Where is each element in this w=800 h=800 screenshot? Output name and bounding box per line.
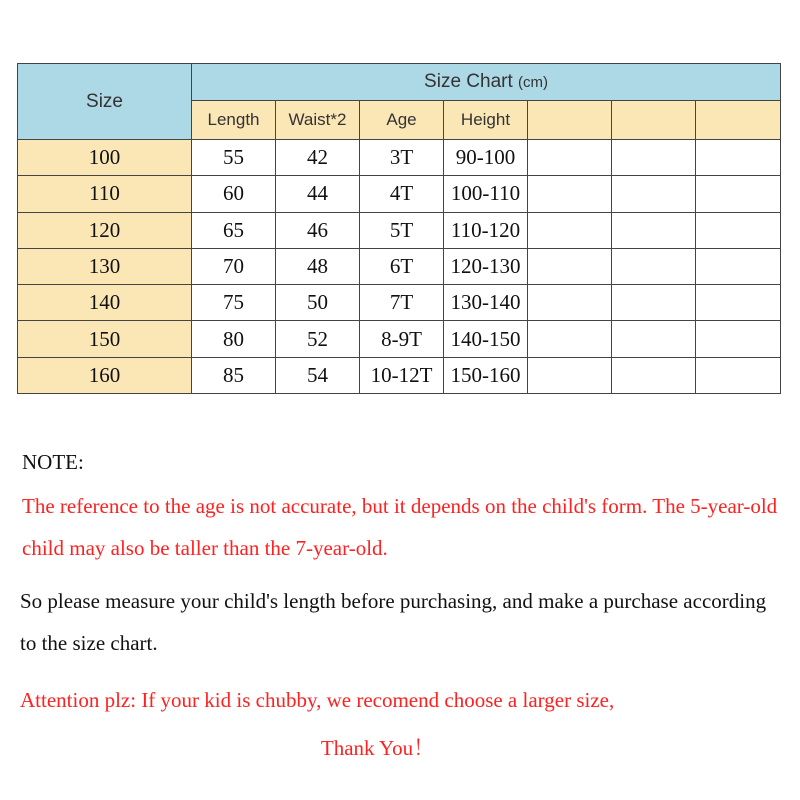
empty-cell — [612, 248, 696, 284]
column-header — [696, 101, 781, 140]
chart-unit: (cm) — [518, 74, 549, 91]
age-cell: 6T — [360, 248, 444, 284]
height-cell: 110-120 — [444, 212, 528, 248]
height-cell: 90-100 — [444, 140, 528, 176]
length-cell: 75 — [192, 285, 276, 321]
column-header: Height — [444, 101, 528, 140]
empty-cell — [528, 357, 612, 393]
empty-cell — [612, 321, 696, 357]
empty-cell — [528, 248, 612, 284]
waist-cell: 48 — [276, 248, 360, 284]
height-cell: 140-150 — [444, 321, 528, 357]
table-row — [18, 285, 781, 321]
size-cell: 160 — [18, 357, 192, 393]
table-row — [18, 321, 781, 357]
column-header — [528, 101, 612, 140]
measure-instructions-text: So please measure your child's length before purchasing, and make a purchase according to the size chart. — [20, 589, 767, 655]
table-row — [18, 176, 781, 212]
length-cell: 70 — [192, 248, 276, 284]
empty-cell — [528, 176, 612, 212]
thank-you-text: Thank You！ — [320, 736, 435, 760]
table-row — [18, 248, 781, 284]
empty-cell — [696, 212, 781, 248]
age-cell: 4T — [360, 176, 444, 212]
size-cell: 140 — [18, 285, 192, 321]
length-cell: 85 — [192, 357, 276, 393]
size-cell: 130 — [18, 248, 192, 284]
column-header — [612, 101, 696, 140]
age-disclaimer-text: The reference to the age is not accurate, but it depends on the child's form. The 5-year-old child may also be taller than the 7-year-old. — [22, 494, 778, 560]
empty-cell — [696, 285, 781, 321]
size-cell: 110 — [18, 176, 192, 212]
length-cell: 60 — [192, 176, 276, 212]
length-cell: 55 — [192, 140, 276, 176]
height-cell: 100-110 — [444, 176, 528, 212]
table-row — [18, 357, 781, 393]
empty-cell — [528, 140, 612, 176]
chart-body — [18, 140, 781, 394]
length-cell: 65 — [192, 212, 276, 248]
chart-title-text: Size Chart — [424, 71, 513, 92]
waist-cell: 42 — [276, 140, 360, 176]
waist-cell: 54 — [276, 357, 360, 393]
column-header: Length — [192, 101, 276, 140]
age-cell: 7T — [360, 285, 444, 321]
waist-cell: 46 — [276, 212, 360, 248]
empty-cell — [696, 176, 781, 212]
empty-cell — [612, 176, 696, 212]
waist-cell: 50 — [276, 285, 360, 321]
size-cell: 150 — [18, 321, 192, 357]
empty-cell — [612, 285, 696, 321]
age-cell: 10-12T — [360, 357, 444, 393]
empty-cell — [696, 321, 781, 357]
height-cell: 150-160 — [444, 357, 528, 393]
column-header: Waist*2 — [276, 101, 360, 140]
table-row — [18, 140, 781, 176]
size-cell: 120 — [18, 212, 192, 248]
empty-cell — [528, 212, 612, 248]
waist-cell: 52 — [276, 321, 360, 357]
size-column-header — [18, 64, 192, 140]
height-cell: 130-140 — [444, 285, 528, 321]
age-cell: 3T — [360, 140, 444, 176]
height-cell: 120-130 — [444, 248, 528, 284]
empty-cell — [612, 357, 696, 393]
size-header-label: Size — [86, 90, 123, 112]
empty-cell — [528, 285, 612, 321]
length-cell: 80 — [192, 321, 276, 357]
attention-text: Attention plz: If your kid is chubby, we recomend choose a larger size, — [20, 688, 615, 712]
age-cell: 5T — [360, 212, 444, 248]
age-cell: 8-9T — [360, 321, 444, 357]
table-row — [18, 212, 781, 248]
empty-cell — [612, 140, 696, 176]
empty-cell — [612, 212, 696, 248]
column-header: Age — [360, 101, 444, 140]
note-label: NOTE: — [22, 450, 84, 474]
size-cell: 100 — [18, 140, 192, 176]
size-chart-title — [192, 64, 781, 101]
empty-cell — [696, 248, 781, 284]
empty-cell — [528, 321, 612, 357]
waist-cell: 44 — [276, 176, 360, 212]
size-chart-table — [17, 63, 781, 394]
empty-cell — [696, 140, 781, 176]
empty-cell — [696, 357, 781, 393]
